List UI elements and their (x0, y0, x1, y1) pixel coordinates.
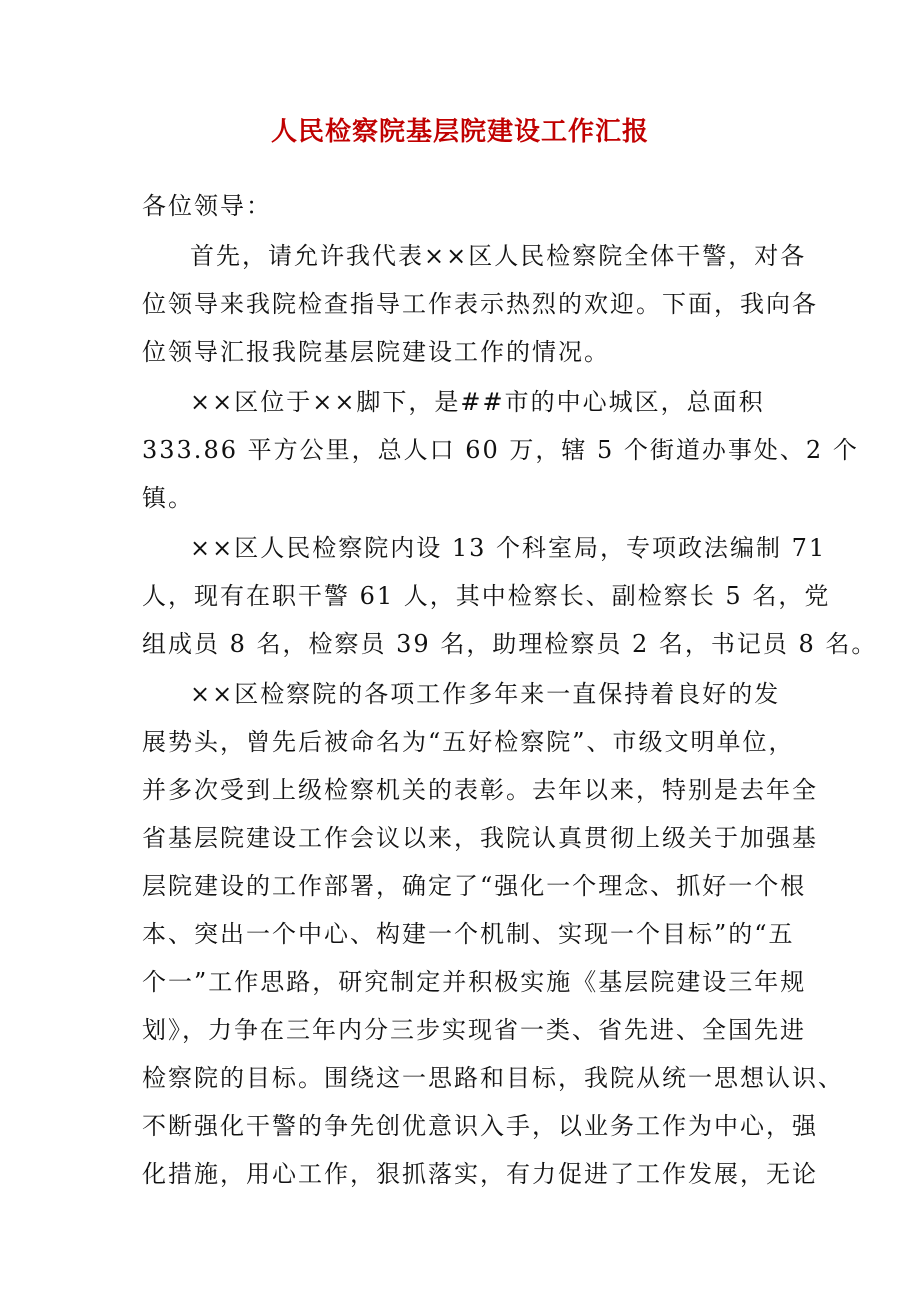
paragraph-line: 组成员 8 名，检察员 39 名，助理检察员 2 名，书记员 8 名。 (142, 630, 878, 658)
paragraph-line: 人，现有在职干警 61 人，其中检察长、副检察长 5 名，党 (142, 582, 831, 610)
paragraph-line: 化措施，用心工作，狠抓落实，有力促进了工作发展，无论 (142, 1160, 818, 1188)
paragraph-line: 并多次受到上级检察机关的表彰。去年以来，特别是去年全 (142, 776, 818, 804)
paragraph-line: 本、突出一个中心、构建一个机制、实现一个目标”的“五 (142, 920, 795, 948)
paragraph-line: ××区人民检察院内设 13 个科室局，专项政法编制 71 (190, 534, 827, 562)
paragraph-line: 个一”工作思路，研究制定并积极实施《基层院建设三年规 (142, 968, 807, 996)
paragraph-line: 镇。 (142, 484, 194, 512)
salutation: 各位领导： (142, 192, 272, 220)
paragraph-line: ××区检察院的各项工作多年来一直保持着良好的发 (190, 680, 781, 708)
paragraph-line: 首先，请允许我代表××区人民检察院全体干警，对各 (190, 242, 807, 270)
document-title: 人民检察院基层院建设工作汇报 (270, 117, 649, 147)
paragraph-line: 检察院的目标。围绕这一思路和目标，我院从统一思想认识、 (142, 1064, 844, 1092)
paragraph-line: 位领导汇报我院基层院建设工作的情况。 (142, 338, 610, 366)
paragraph-line: 333.86 平方公里，总人口 60 万，辖 5 个街道办事处、2 个 (142, 436, 859, 464)
paragraph-line: 展势头，曾先后被命名为“五好检察院”、市级文明单位， (142, 728, 795, 756)
paragraph-line: ××区位于××脚下，是##市的中心城区，总面积 (190, 388, 765, 416)
paragraph-line: 划》，力争在三年内分三步实现省一类、省先进、全国先进 (142, 1016, 806, 1044)
paragraph-line: 不断强化干警的争先创优意识入手，以业务工作为中心，强 (142, 1112, 818, 1140)
paragraph-line: 层院建设的工作部署，确定了“强化一个理念、抓好一个根 (142, 872, 807, 900)
paragraph-line: 省基层院建设工作会议以来，我院认真贯彻上级关于加强基 (142, 824, 818, 852)
paragraph-line: 位领导来我院检查指导工作表示热烈的欢迎。下面，我向各 (142, 290, 818, 318)
